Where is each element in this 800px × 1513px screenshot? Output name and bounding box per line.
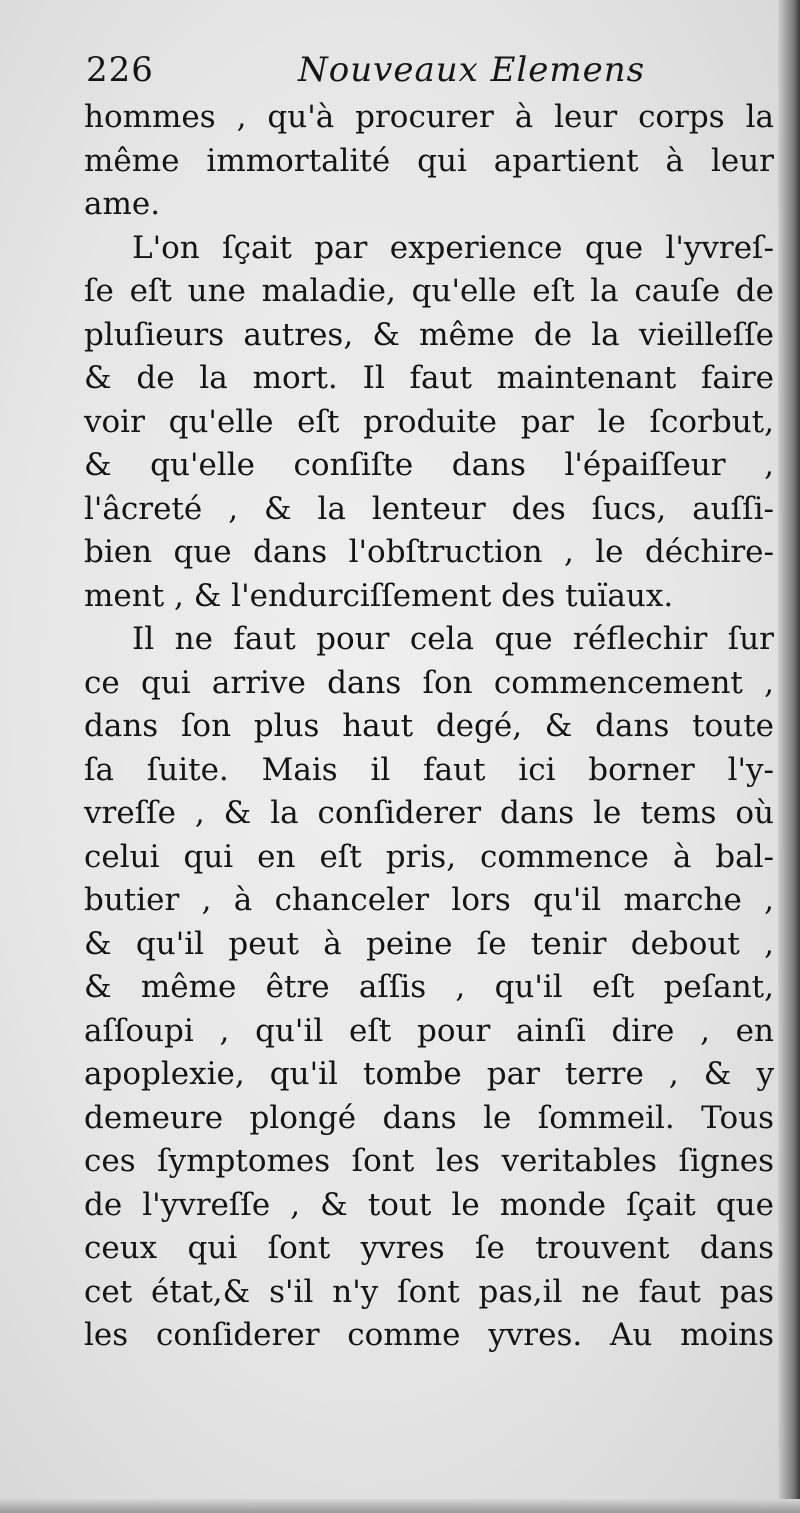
text-line: & même être aſſis , qu'il eſt peſant, — [84, 969, 774, 1005]
text-line: ce qui arrive dans ſon commencement , — [84, 664, 774, 701]
body-text — [84, 96, 774, 1358]
page-header — [86, 48, 736, 92]
text-line: & de la mort. Il faut maintenant faire — [84, 360, 774, 396]
text-line: & qu'elle conſiſte dans l'épaiſſeur , — [84, 447, 774, 483]
text-line: voir qu'elle eſt produite par le ſcorbut, — [84, 403, 774, 440]
text-line: les conſiderer comme yvres. Au moins — [84, 1317, 774, 1353]
text-line: cet état,& s'il n'y ſont pas,il ne faut pas — [84, 1273, 774, 1310]
page-edge-shadow — [778, 0, 800, 1513]
text-line: Il ne faut pour cela que réflechir ſur — [132, 621, 774, 657]
text-line: bien que dans l'obſtruction , le déchire- — [84, 534, 774, 570]
text-line: celui qui en eſt pris, commence à bal- — [84, 838, 774, 875]
running-head: Nouveaux Elemens — [298, 50, 646, 90]
text-line: de l'yvreſſe , & tout le monde ſçait que — [84, 1186, 774, 1223]
page-number: 226 — [86, 50, 154, 90]
text-line: ame. — [84, 186, 161, 222]
text-line: & qu'il peut à peine ſe tenir debout , — [84, 925, 774, 962]
text-line: aſſoupi , qu'il eſt pour ainſi dire , en — [84, 1012, 774, 1049]
text-line: apoplexie, qu'il tombe par terre , & y — [84, 1056, 774, 1092]
text-line: l'âcreté , & la lenteur des ſucs, auſſi- — [84, 490, 774, 527]
text-line: dans ſon plus haut degé, & dans toute — [84, 708, 774, 744]
text-line: pluſieurs autres, & même de la vieilleſſe — [84, 316, 774, 353]
text-line: même immortalité qui apartient à leur — [84, 142, 774, 179]
text-line: hommes , qu'à procurer à leur corps la — [84, 99, 774, 135]
text-line: L'on ſçait par experience que l'yvreſ- — [132, 229, 774, 266]
text-line: ſa ſuite. Mais il faut ici borner l'y- — [84, 751, 774, 788]
text-line: vreſſe , & la conſiderer dans le tems où — [84, 795, 774, 831]
page-bottom-edge — [0, 1499, 800, 1513]
text-line: ment , & l'endurciſſement des tuïaux. — [84, 577, 674, 614]
text-line: ces ſymptomes ſont les veritables ſignes — [84, 1143, 774, 1179]
text-line: demeure plongé dans le ſommeil. Tous — [84, 1099, 774, 1136]
text-line: ſe eſt une maladie, qu'elle eſt la cauſe de — [84, 273, 774, 309]
text-line: butier , à chanceler lors qu'il marche , — [84, 882, 774, 918]
text-line: ceux qui ſont yvres ſe trouvent dans — [84, 1230, 774, 1266]
